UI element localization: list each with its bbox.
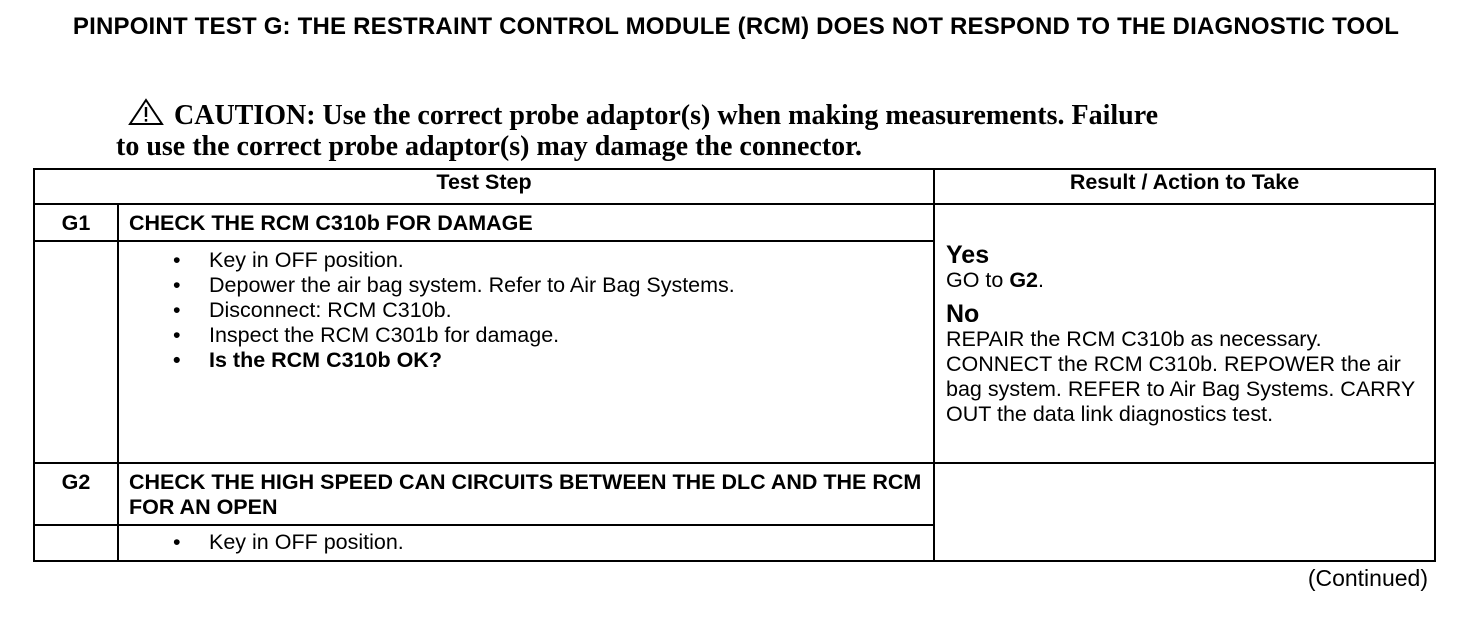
result-yes-label: Yes <box>946 241 990 269</box>
result-no-text: REPAIR the RCM C310b as necessary. CONNECT the RCM C310b. REPOWER the air bag system. REFER to Air Bag Systems. CARRY OUT the data link diagnostics test. <box>946 327 1415 426</box>
table-row <box>34 463 1435 525</box>
table-row <box>34 204 1435 241</box>
list-item: • Key in OFF position. <box>209 248 933 273</box>
step-bullets-g1 <box>119 242 933 373</box>
list-item-question: • Is the RCM C310b OK? <box>209 348 933 373</box>
warning-triangle-icon <box>128 98 164 126</box>
step-heading-g1: CHECK THE RCM C310b FOR DAMAGE <box>118 204 934 241</box>
table-header-row <box>34 169 1435 204</box>
header-result-action: Result / Action to Take <box>934 169 1435 204</box>
result-yes-target: G2 <box>1009 268 1039 292</box>
step-id-empty-cell <box>34 525 118 561</box>
step-heading-g2: CHECK THE HIGH SPEED CAN CIRCUITS BETWEEN THE DLC AND THE RCM FOR AN OPEN <box>118 463 934 525</box>
step-id-g2: G2 <box>34 463 118 525</box>
step-id-empty-cell <box>34 241 118 463</box>
caution-text-line2: to use the correct probe adaptor(s) may damage the connector. <box>116 131 863 162</box>
result-cell-g2 <box>934 463 1435 561</box>
page-title: PINPOINT TEST G: THE RESTRAINT CONTROL MODULE (RCM) DOES NOT RESPOND TO THE DIAGNOSTIC TOOL <box>72 13 1400 40</box>
pinpoint-test-table <box>33 168 1436 562</box>
result-yes-text: GO to G2. <box>946 268 1044 292</box>
list-item: • Key in OFF position. <box>209 530 933 555</box>
step-body-g1 <box>118 241 934 463</box>
list-item: • Inspect the RCM C301b for damage. <box>209 323 933 348</box>
result-no-label: No <box>946 300 980 328</box>
caution-notice <box>116 98 1316 162</box>
step-body-g2 <box>118 525 934 561</box>
header-test-step: Test Step <box>34 169 934 204</box>
list-item: • Disconnect: RCM C310b. <box>209 298 933 323</box>
step-bullets-g2 <box>119 526 933 555</box>
continued-note: (Continued) <box>1307 565 1428 591</box>
result-cell-g1 <box>934 204 1435 463</box>
caution-text-line1: CAUTION: Use the correct probe adaptor(s) when making measurements. Failure <box>174 100 1159 131</box>
step-id-g1: G1 <box>34 204 118 241</box>
list-item: • Depower the air bag system. Refer to Air Bag Systems. <box>209 273 933 298</box>
